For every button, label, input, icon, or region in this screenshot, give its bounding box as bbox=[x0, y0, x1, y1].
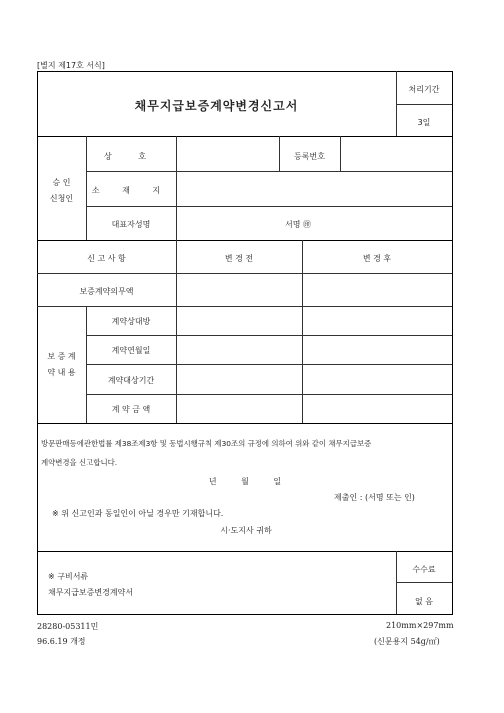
contract-amount-after-field[interactable] bbox=[304, 396, 450, 422]
paper-size: 210mm×297mm bbox=[386, 621, 454, 630]
paper-type: (신문용지 54g/㎡) bbox=[374, 637, 440, 646]
contract-amount-label: 계 약 금 액 bbox=[111, 405, 151, 414]
guarantee-amount-before-field[interactable] bbox=[178, 275, 300, 305]
guarantee-group-label: 보 증 계 bbox=[47, 352, 76, 361]
address-field[interactable] bbox=[178, 173, 450, 205]
processing-period-value: 3일 bbox=[417, 118, 431, 127]
trade-name-label: 상 호 bbox=[104, 152, 158, 161]
guarantee-amount-after-field[interactable] bbox=[304, 275, 450, 305]
date-line: 년 월 일 bbox=[208, 477, 282, 486]
contract-date-label: 계약연월일 bbox=[111, 346, 151, 355]
counterparty-before-field[interactable] bbox=[178, 308, 300, 334]
contract-period-after-field[interactable] bbox=[304, 366, 450, 393]
after-change-header: 변 경 후 bbox=[362, 254, 392, 263]
contract-period-before-field[interactable] bbox=[178, 366, 300, 393]
applicant-group-label: 승 인 bbox=[52, 178, 71, 187]
representative-name-field[interactable] bbox=[178, 208, 278, 239]
addressee-line: 시·도지사 귀하 bbox=[220, 526, 272, 535]
fee-value: 없 음 bbox=[415, 597, 433, 606]
statement-line-1: 방문판매등에관한법률 제38조제3항 및 동법시행규칙 제30조의 규정에 의하여 위와 같이 채무지급보증 bbox=[41, 439, 372, 448]
contract-date-before-field[interactable] bbox=[178, 337, 300, 363]
guarantee-amount-label: 보증계약의무액 bbox=[79, 287, 134, 296]
note-line: ※ 위 신고인과 동일인이 아닐 경우만 기재합니다. bbox=[52, 509, 224, 518]
before-change-header: 변 경 전 bbox=[224, 254, 254, 263]
signature-seal: 서명 ㊞ bbox=[285, 220, 311, 229]
submitter-line: 제출인 : (서명 또는 인) bbox=[334, 493, 415, 502]
representative-name-label: 대표자성명 bbox=[111, 220, 151, 229]
form-code: 28280-05311민 bbox=[37, 622, 99, 631]
required-document-item: 채무지급보증변경계약서 bbox=[48, 588, 134, 597]
registration-number-label: 등록번호 bbox=[294, 152, 325, 161]
form-number-label: [별지 제17호 서식] bbox=[37, 61, 105, 70]
report-items-header: 신 고 사 항 bbox=[87, 254, 126, 263]
contract-amount-before-field[interactable] bbox=[178, 396, 300, 422]
processing-period-label: 처리기간 bbox=[408, 85, 440, 94]
address-label: 소 재 지 bbox=[91, 186, 171, 195]
form-title: 채무지급보증계약변경신고서 bbox=[134, 99, 299, 113]
trade-name-field[interactable] bbox=[178, 138, 278, 170]
contract-date-after-field[interactable] bbox=[304, 337, 450, 363]
revision-date: 96.6.19 개정 bbox=[37, 637, 86, 646]
contract-period-label: 계약대상기간 bbox=[107, 376, 155, 385]
guarantee-group-label-2: 약 내 용 bbox=[47, 368, 76, 377]
required-documents-header: ※ 구비서류 bbox=[48, 572, 89, 581]
counterparty-after-field[interactable] bbox=[304, 308, 450, 334]
fee-label: 수수료 bbox=[412, 565, 436, 574]
applicant-group-label-2: 신청인 bbox=[49, 194, 74, 203]
statement-line-2: 계약변경을 신고합니다. bbox=[41, 458, 118, 467]
registration-number-field[interactable] bbox=[342, 138, 450, 170]
counterparty-label: 계약상대방 bbox=[111, 317, 151, 326]
